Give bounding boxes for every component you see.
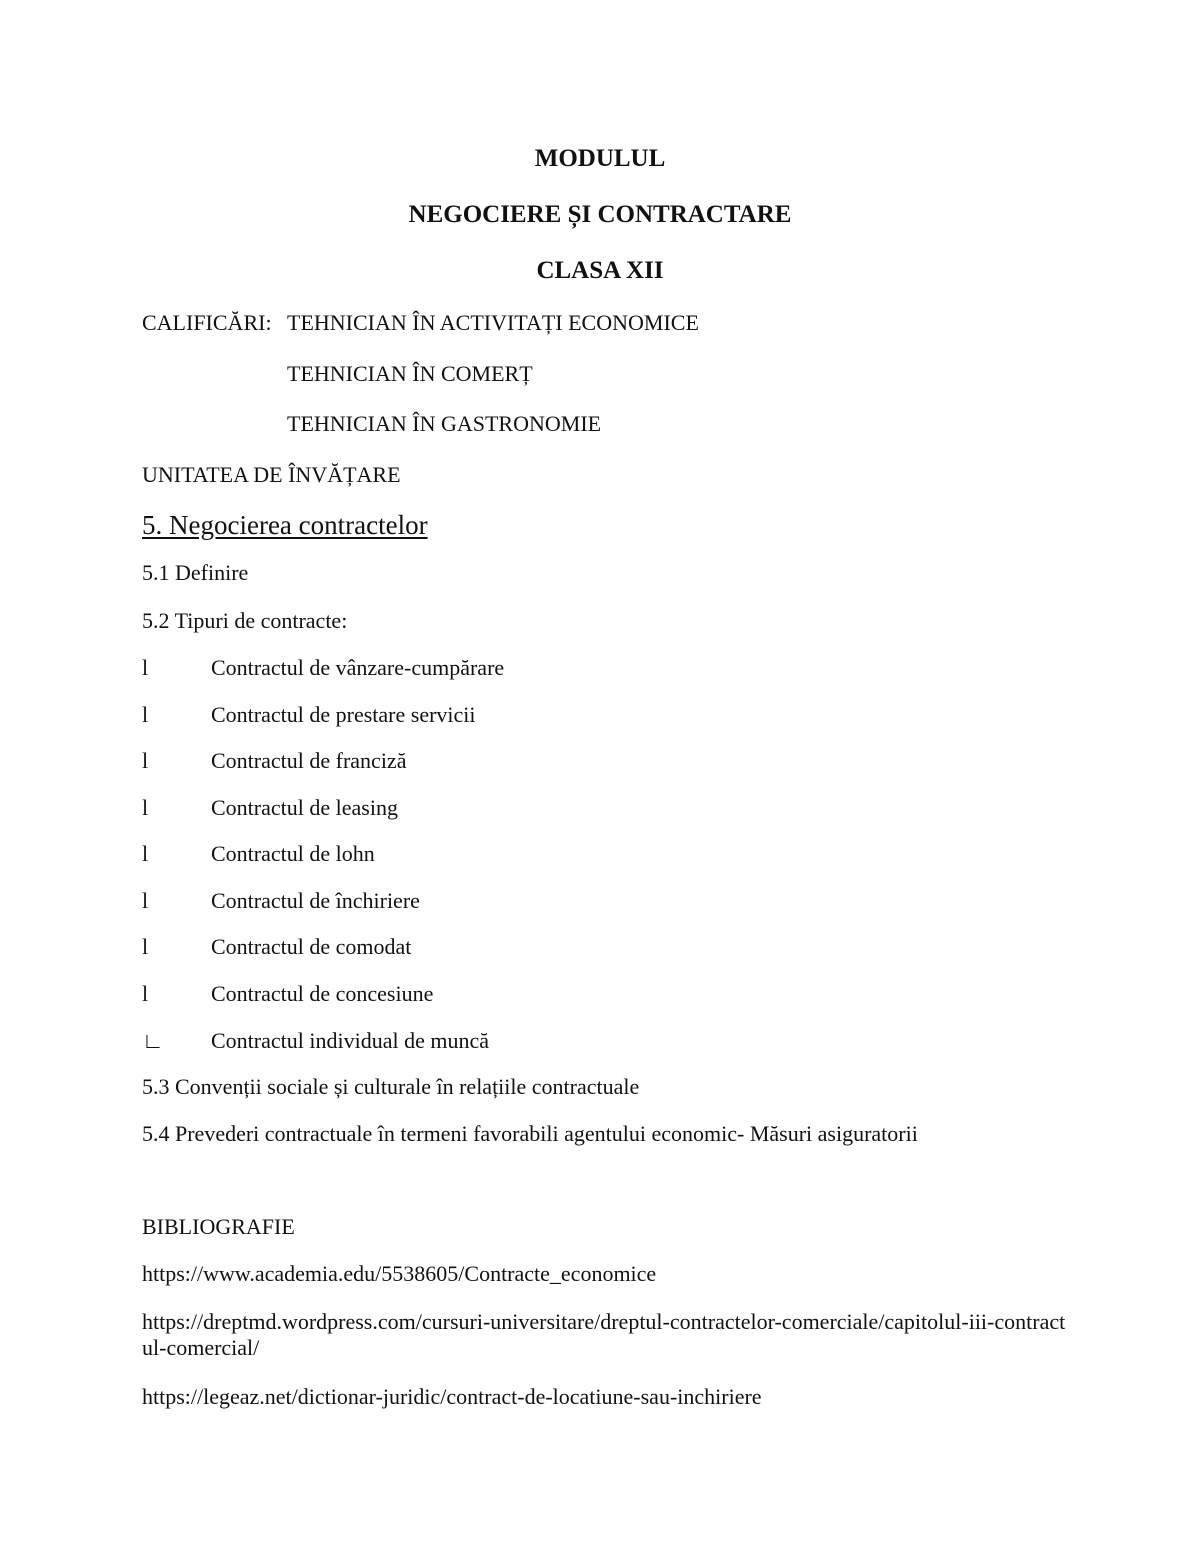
list-bullet: l — [142, 655, 149, 680]
bibliography-label: BIBLIOGRAFIE — [142, 1214, 295, 1239]
list-item: Contractul de prestare servicii — [211, 702, 476, 727]
qualification-item: TEHNICIAN ÎN GASTRONOMIE — [287, 411, 602, 436]
qualification-item: TEHNICIAN ÎN COMERȚ — [287, 361, 533, 386]
list-bullet: l — [142, 888, 149, 913]
list-item: Contractul de comodat — [211, 934, 412, 959]
list-bullet: l — [142, 841, 149, 866]
qualifications-label: CALIFICĂRI: — [142, 310, 272, 335]
subsection-provisions: 5.4 Prevederi contractuale în termeni favorabili agentului economic- Măsuri asiguratorii — [142, 1121, 918, 1146]
class-label: CLASA XII — [536, 257, 664, 284]
list-item: Contractul de lohn — [211, 841, 375, 866]
list-bullet: l — [142, 702, 149, 727]
list-item: Contractul de închiriere — [211, 888, 420, 913]
section-title: 5. Negocierea contractelor — [142, 510, 428, 540]
list-item: Contractul de franciză — [211, 748, 407, 773]
list-bullet: l — [142, 934, 149, 959]
list-item: Contractul de vânzare-cumpărare — [211, 655, 505, 680]
subsection-contract-types: 5.2 Tipuri de contracte: — [142, 608, 348, 633]
list-item: Contractul de leasing — [211, 795, 398, 820]
subsection-definition: 5.1 Definire — [142, 560, 249, 585]
bibliography-link[interactable]: https://www.academia.edu/5538605/Contracte_economice — [142, 1261, 657, 1286]
subsection-conventions: 5.3 Convenții sociale și culturale în relațiile contractuale — [142, 1074, 640, 1099]
bibliography-link[interactable]: https://dreptmd.wordpress.com/cursuri-universitare/dreptul-contractelor-comerciale/capitolul-iii-contractul-comercial/ — [142, 1309, 1066, 1361]
list-item: Contractul individual de muncă — [211, 1028, 489, 1053]
module-title: MODULUL — [534, 145, 666, 172]
bibliography-link[interactable]: https://legeaz.net/dictionar-juridic/contract-de-locatiune-sau-inchiriere — [142, 1384, 762, 1409]
list-bullet: l — [142, 981, 149, 1006]
unit-label: UNITATEA DE ÎNVĂȚARE — [142, 462, 401, 487]
list-bullet-last: ∟ — [142, 1028, 164, 1053]
list-bullet: l — [142, 795, 149, 820]
qualification-item: TEHNICIAN ÎN ACTIVITAȚI ECONOMICE — [287, 310, 699, 335]
module-name: NEGOCIERE ȘI CONTRACTARE — [408, 201, 792, 228]
list-item: Contractul de concesiune — [211, 981, 434, 1006]
list-bullet: l — [142, 748, 149, 773]
